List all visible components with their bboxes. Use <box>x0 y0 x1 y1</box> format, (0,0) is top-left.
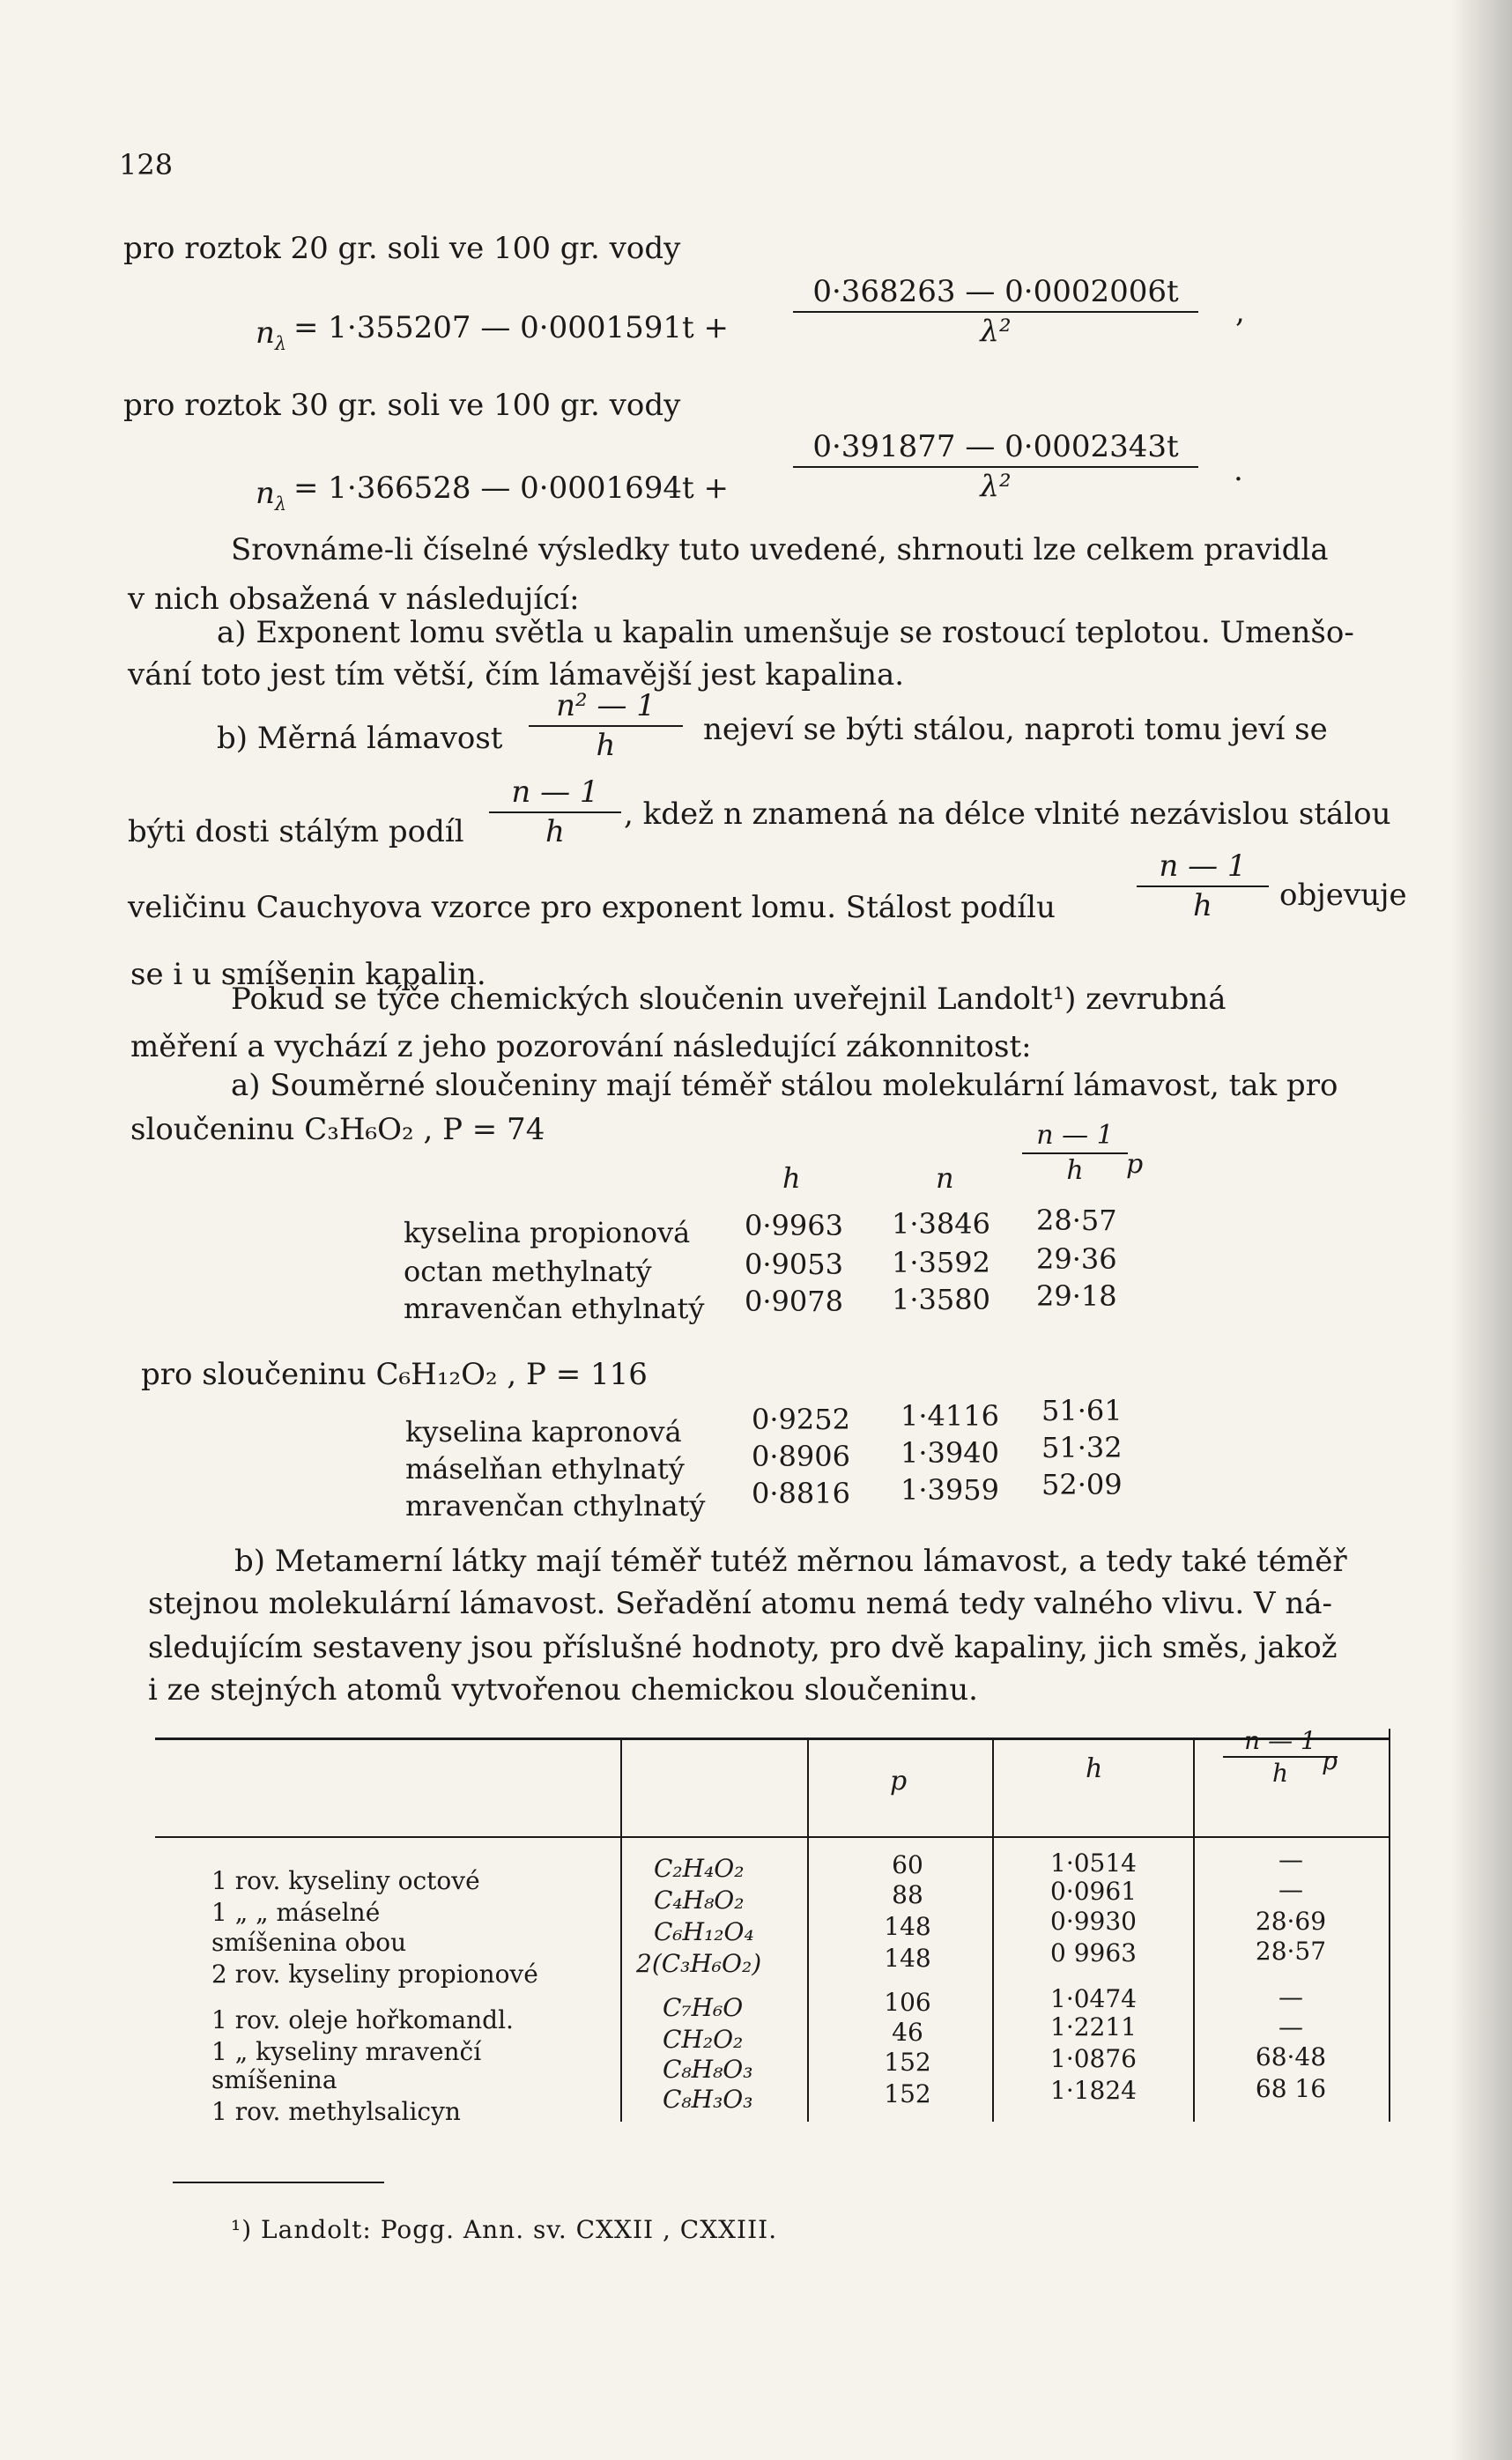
big-table-cell: 152 <box>884 2079 931 2108</box>
rule-b2-fraction: $\frac{n — 1}{h}$ <box>489 774 621 850</box>
small-table-header-h: h <box>782 1161 801 1195</box>
big-table-divider <box>1389 1729 1390 2122</box>
solution-20-heading: pro roztok 20 gr. soli ve 100 gr. vody <box>123 231 681 266</box>
formula-2-fraction <box>793 428 1198 505</box>
small-table-row: kyselina propionová <box>404 1216 691 1249</box>
big-table-row: 1 „ kyseliny mravenčí <box>211 2037 482 2066</box>
big-table-cell: 1·2211 <box>1050 2012 1137 2041</box>
small-table-row: mravenčan ethylnatý <box>404 1292 705 1325</box>
big-table-cell: C₆H₁₂O₄ <box>654 1917 754 1946</box>
small-table-cell: 1·3959 <box>901 1473 999 1507</box>
small-table-cell: 0·8816 <box>752 1477 850 1510</box>
big-table-row: 1 „ „ máselné <box>211 1898 381 1927</box>
big-table-header-p: p <box>890 1766 908 1797</box>
big-table-cell: 1·0876 <box>1050 2044 1137 2073</box>
small-table-cell: 1·3592 <box>892 1246 990 1279</box>
big-table-cell: C₂H₄O₂ <box>654 1854 745 1883</box>
big-table-header-rule <box>155 1836 1390 1838</box>
big-table-header-ratio: $\frac{n — 1}{h}$ <box>1223 1725 1338 1789</box>
small-table-row: kyselina kapronová <box>405 1415 682 1449</box>
formula-1-numerator: 0·368263 — 0·0002006t <box>793 273 1198 313</box>
rule-b2-suffix: , kdež n znamená na délce vlnité nezávislou stálou <box>624 797 1391 832</box>
formula-1-fraction <box>793 273 1198 350</box>
formula-2-left: = 1·366528 — 0·0001694t + <box>293 471 729 506</box>
big-table-cell: 68·48 <box>1255 2042 1327 2071</box>
big-table-cell: — <box>1279 1982 1303 2012</box>
small-table-header-ratio: $\frac{n — 1}{h}$ <box>1022 1119 1128 1187</box>
solution-30-heading: pro roztok 30 gr. soli ve 100 gr. vody <box>123 388 681 423</box>
small-table-cell: 0·9252 <box>752 1403 850 1436</box>
big-table-row: 1 rov. kyseliny octové <box>211 1866 480 1895</box>
big-table-cell: C₈H₃O₃ <box>663 2085 753 2114</box>
landolt-a-line-2: sloučeninu C₃H₆O₂ , P = 74 <box>130 1112 545 1147</box>
rule-b3-fraction: $\frac{n — 1}{h}$ <box>1137 848 1269 924</box>
big-table-divider <box>807 1738 809 2122</box>
big-table-header-h: h <box>1086 1753 1103 1784</box>
small-table-cell: 51·32 <box>1041 1431 1123 1464</box>
big-table-cell: 152 <box>884 2048 931 2077</box>
big-table-cell: 148 <box>884 1912 931 1941</box>
metamer-line-1: b) Metamerní látky mají téměř tutéž měrnou lámavost, a tedy také téměř <box>234 1544 1347 1579</box>
page-number: 128 <box>119 148 174 182</box>
small-table-cell: 1·4116 <box>901 1399 999 1433</box>
big-table-cell: C₄H₈O₂ <box>654 1886 745 1915</box>
rule-a-line-2: vání toto jest tím větší, čím lámavější jest kapalina. <box>128 657 905 693</box>
small-table-cell: 0·9053 <box>745 1248 843 1281</box>
small-table-cell: 51·61 <box>1041 1394 1123 1427</box>
big-table-row: smíšenina <box>211 2065 337 2094</box>
big-table-cell: — <box>1279 1875 1303 1904</box>
rule-b2-prefix: býti dosti stálým podíl <box>128 814 464 849</box>
formula-2-period: . <box>1234 453 1243 488</box>
big-table-header-ratio-p: p <box>1322 1746 1338 1775</box>
big-table-cell: C₈H₈O₃ <box>663 2055 753 2084</box>
small-table-row: máselňan ethylnatý <box>405 1452 685 1486</box>
landolt-line-1: Pokud se týče chemických sloučenin uveřejnil Landolt¹) zevrubná <box>231 982 1227 1017</box>
metamer-line-2: stejnou molekulární lámavost. Seřadění atomu nemá tedy valného vlivu. V ná- <box>148 1586 1332 1621</box>
metamer-line-4: i ze stejných atomů vytvořenou chemickou sloučeninu. <box>148 1672 978 1708</box>
formula-1-denominator: λ² <box>980 313 1012 349</box>
formula-1-left: = 1·355207 — 0·0001591t + <box>293 310 729 345</box>
small-table-cell: 0·8906 <box>752 1440 850 1473</box>
rule-b-prefix: b) Měrná lámavost <box>217 721 503 756</box>
big-table-cell: — <box>1279 2012 1303 2041</box>
big-table-cell: 60 <box>892 1850 923 1879</box>
big-table-cell: 0 9963 <box>1050 1938 1137 1967</box>
big-table-cell: 1·1824 <box>1050 2076 1137 2105</box>
big-table-row: 1 rov. oleje hořkomandl. <box>211 2005 514 2034</box>
big-table-cell: 0·9930 <box>1050 1907 1137 1936</box>
big-table-divider <box>1193 1738 1195 2122</box>
big-table-divider <box>992 1738 994 2122</box>
big-table-divider <box>620 1738 622 2122</box>
big-table-cell: 88 <box>892 1880 923 1909</box>
paragraph-1-line-2: v nich obsažená v následující: <box>128 582 580 617</box>
small-table-header-n: n <box>936 1161 954 1195</box>
page-edge-shadow <box>1450 0 1512 2460</box>
big-table-cell: CH₂O₂ <box>663 2025 744 2054</box>
big-table-cell: 46 <box>892 2018 923 2047</box>
big-table-cell: 148 <box>884 1944 931 1973</box>
big-table-cell: 2(C₃H₆O₂) <box>636 1949 762 1978</box>
big-table-cell: 1·0474 <box>1050 1984 1137 2013</box>
rule-a-line-1: a) Exponent lomu světla u kapalin umenšuje se rostoucí teplotou. Umenšo- <box>217 615 1354 650</box>
big-table-cell: C₇H₆O <box>663 1993 744 2022</box>
rule-b3-prefix: veličinu Cauchyova vzorce pro exponent lomu. Stálost podílu <box>128 890 1056 925</box>
formula-1-lhs: $n_\lambda$ <box>256 315 287 354</box>
metamer-line-3: sledujícím sestaveny jsou příslušné hodnoty, pro dvě kapaliny, jich směs, jakož <box>148 1630 1338 1665</box>
rule-b-suffix: nejeví se býti stálou, naproti tomu jeví se <box>703 712 1328 747</box>
small-table-row: octan methylnatý <box>404 1255 652 1288</box>
formula-2-numerator: 0·391877 — 0·0002343t <box>793 428 1198 468</box>
paragraph-1-line-1: Srovnáme-li číselné výsledky tuto uvedené, shrnouti lze celkem pravidla <box>231 532 1329 567</box>
footnote: ¹) Landolt: Pogg. Ann. sv. CXXII , CXXIII. <box>231 2215 778 2244</box>
compound-2-heading: pro sloučeninu C₆H₁₂O₂ , P = 116 <box>141 1357 648 1392</box>
footnote-rule <box>173 2182 384 2183</box>
big-table-cell: 106 <box>884 1988 931 2017</box>
formula-1-comma: , <box>1235 294 1245 330</box>
big-table-top-rule <box>155 1738 1390 1740</box>
big-table-row: 2 rov. kyseliny propionové <box>211 1960 538 1989</box>
small-table-cell: 28·57 <box>1036 1204 1117 1237</box>
small-table-cell: 1·3580 <box>892 1283 990 1316</box>
formula-2-denominator: λ² <box>980 468 1012 504</box>
big-table-cell: 0·0961 <box>1050 1877 1137 1906</box>
big-table-cell: 68 16 <box>1255 2074 1327 2103</box>
big-table-cell: 28·57 <box>1255 1937 1327 1966</box>
formula-2-lhs: $n_\lambda$ <box>256 476 287 515</box>
big-table-cell: 28·69 <box>1255 1907 1327 1936</box>
small-table-cell: 29·36 <box>1036 1242 1117 1276</box>
small-table-cell: 0·9078 <box>745 1285 843 1318</box>
big-table-row: smíšenina obou <box>211 1928 407 1957</box>
small-table-cell: 0·9963 <box>745 1209 843 1242</box>
landolt-line-2: měření a vychází z jeho pozorování následující zákonnitost: <box>130 1029 1032 1064</box>
rule-b-fraction: $\frac{\text{n² — 1}}{h}$ <box>529 687 683 764</box>
small-table-header-p: p <box>1126 1149 1144 1180</box>
rule-b3-suffix: objevuje <box>1279 878 1407 913</box>
landolt-a-line-1: a) Souměrné sloučeniny mají téměř stálou molekulární lámavost, tak pro <box>231 1068 1338 1103</box>
big-table-cell: 1·0514 <box>1050 1849 1137 1878</box>
big-table-row: 1 rov. methylsalicyn <box>211 2097 461 2126</box>
big-table-cell: — <box>1279 1845 1303 1874</box>
small-table-row: mravenčan cthylnatý <box>405 1489 706 1523</box>
rule-b4: se i u smíšenin kapalin. <box>130 957 486 992</box>
small-table-cell: 52·09 <box>1041 1468 1123 1501</box>
small-table-cell: 29·18 <box>1036 1279 1117 1313</box>
small-table-cell: 1·3940 <box>901 1436 999 1470</box>
small-table-cell: 1·3846 <box>892 1207 990 1241</box>
